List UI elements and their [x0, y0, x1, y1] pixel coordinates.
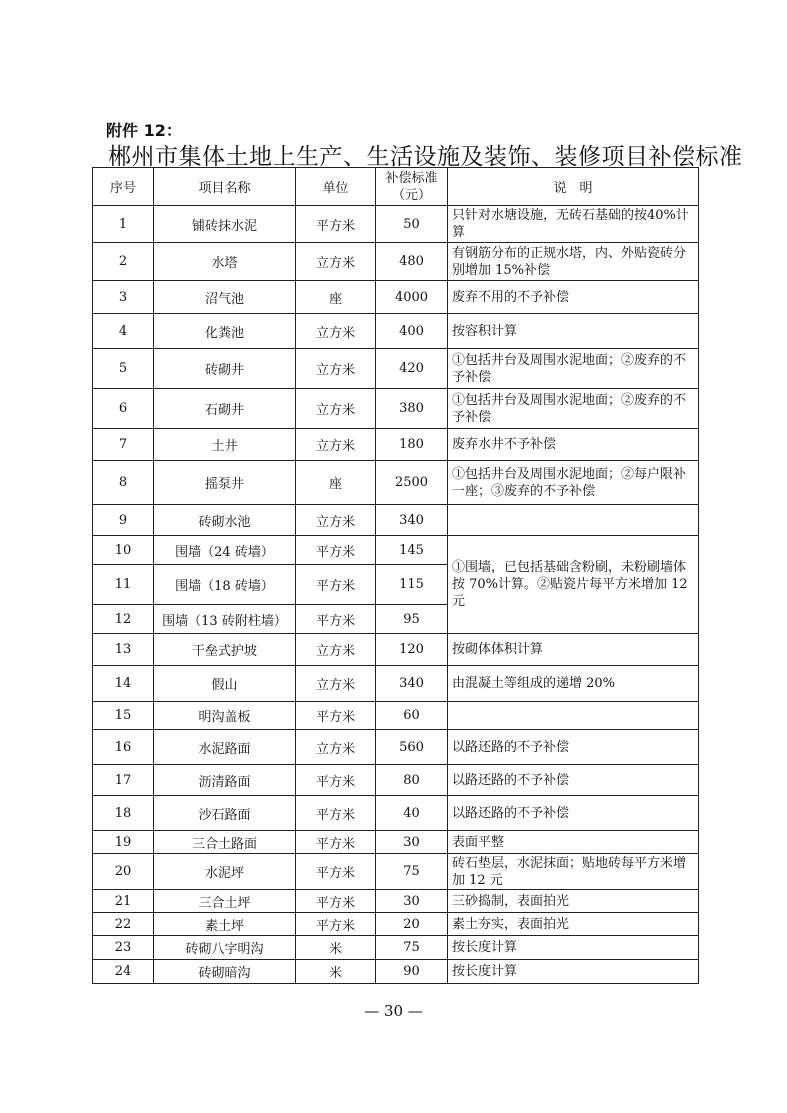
row-name: 三合土路面: [154, 831, 296, 854]
table-row: [93, 505, 699, 536]
row-no: 2: [93, 243, 154, 281]
table-row: [93, 314, 699, 349]
row-price: 340: [376, 666, 448, 702]
row-note: 由混凝土等组成的递增 20%: [448, 666, 699, 702]
row-price: 400: [376, 314, 448, 349]
row-note: 废弃不用的不予补偿: [448, 281, 699, 314]
row-note: 以路还路的不予补偿: [448, 730, 699, 765]
row-name: 围墙（24 砖墙）: [154, 536, 296, 565]
row-no: 22: [93, 913, 154, 936]
table-row: [93, 831, 699, 854]
row-price: 420: [376, 349, 448, 389]
header-price-line2: （元）: [391, 187, 431, 203]
row-name: 干垒式护坡: [154, 634, 296, 666]
row-name: 铺砖抹水泥: [154, 206, 296, 243]
header-name: 项目名称: [154, 168, 296, 206]
row-price: 340: [376, 505, 448, 536]
table-row: [93, 765, 699, 796]
row-note: 按长度计算: [448, 936, 699, 960]
row-unit: 立方米: [296, 389, 376, 429]
table-row: [93, 796, 699, 831]
row-price: 115: [376, 565, 448, 605]
row-no: 12: [93, 605, 154, 634]
row-no: 11: [93, 565, 154, 605]
row-unit: 立方米: [296, 429, 376, 461]
table-row: [93, 634, 699, 666]
row-note: 以路还路的不予补偿: [448, 765, 699, 796]
row-note: 三砂捣制，表面拍光: [448, 890, 699, 913]
row-unit: 平方米: [296, 890, 376, 913]
row-unit: 立方米: [296, 243, 376, 281]
row-no: 20: [93, 854, 154, 890]
table-row: [93, 666, 699, 702]
row-price: 120: [376, 634, 448, 666]
row-price: 75: [376, 936, 448, 960]
row-unit: 立方米: [296, 505, 376, 536]
row-name: 沙石路面: [154, 796, 296, 831]
row-name: 围墙（18 砖墙）: [154, 565, 296, 605]
header-unit: 单位: [296, 168, 376, 206]
row-note: 按砌体体积计算: [448, 634, 699, 666]
row-no: 1: [93, 206, 154, 243]
row-unit: 平方米: [296, 796, 376, 831]
row-name: 假山: [154, 666, 296, 702]
row-no: 16: [93, 730, 154, 765]
row-name: 围墙（13 砖附柱墙）: [154, 605, 296, 634]
table-row: [93, 281, 699, 314]
row-unit: 米: [296, 960, 376, 984]
row-price: 30: [376, 831, 448, 854]
row-note: 按长度计算: [448, 960, 699, 984]
row-no: 7: [93, 429, 154, 461]
row-note: [448, 702, 699, 730]
row-no: 9: [93, 505, 154, 536]
row-note: 表面平整: [448, 831, 699, 854]
row-name: 砖砌井: [154, 349, 296, 389]
table-row: [93, 461, 699, 505]
row-unit: 立方米: [296, 634, 376, 666]
table-row: [93, 206, 699, 243]
row-note: 只针对水塘设施，无砖石基础的按40%计算: [448, 206, 699, 243]
compensation-table: [92, 167, 699, 984]
header-price: [376, 168, 448, 206]
row-price: 95: [376, 605, 448, 634]
row-no: 6: [93, 389, 154, 429]
row-price: 180: [376, 429, 448, 461]
table-row: [93, 243, 699, 281]
row-unit: 立方米: [296, 730, 376, 765]
row-unit: 座: [296, 281, 376, 314]
document-title: 郴州市集体土地上生产、生活设施及装饰、装修项目补偿标准: [108, 144, 743, 170]
row-no: 8: [93, 461, 154, 505]
row-price: 145: [376, 536, 448, 565]
row-name: 明沟盖板: [154, 702, 296, 730]
row-price: 90: [376, 960, 448, 984]
table-row: [93, 429, 699, 461]
row-unit: 平方米: [296, 605, 376, 634]
row-no: 10: [93, 536, 154, 565]
row-name: 摇泵井: [154, 461, 296, 505]
row-unit: 座: [296, 461, 376, 505]
header-note: 说 明: [448, 168, 699, 206]
row-no: 24: [93, 960, 154, 984]
attachment-label: 附件 12：: [106, 121, 182, 140]
row-price: 50: [376, 206, 448, 243]
header-price-line1: 补偿标准: [385, 170, 438, 186]
row-no: 14: [93, 666, 154, 702]
row-name: 三合土坪: [154, 890, 296, 913]
row-price: 560: [376, 730, 448, 765]
table-row: [93, 960, 699, 984]
row-unit: 立方米: [296, 314, 376, 349]
row-price: 75: [376, 854, 448, 890]
table-row: [93, 730, 699, 765]
row-no: 23: [93, 936, 154, 960]
row-note: 以路还路的不予补偿: [448, 796, 699, 831]
row-name: 水塔: [154, 243, 296, 281]
row-note: ①包括井台及周围水泥地面；②废弃的不予补偿: [448, 349, 699, 389]
row-no: 21: [93, 890, 154, 913]
table-row: [93, 854, 699, 890]
row-name: 砖砌八字明沟: [154, 936, 296, 960]
row-name: 化粪池: [154, 314, 296, 349]
row-unit: 平方米: [296, 565, 376, 605]
row-no: 5: [93, 349, 154, 389]
table-row: [93, 890, 699, 913]
header-no: 序号: [93, 168, 154, 206]
table-row: [93, 913, 699, 936]
row-note: [448, 505, 699, 536]
row-unit: 立方米: [296, 349, 376, 389]
row-no: 19: [93, 831, 154, 854]
row-price: 380: [376, 389, 448, 429]
row-unit: 平方米: [296, 831, 376, 854]
row-unit: 平方米: [296, 854, 376, 890]
row-name: 素土坪: [154, 913, 296, 936]
row-price: 60: [376, 702, 448, 730]
page-number: — 30 —: [364, 1002, 423, 1020]
row-name: 水泥路面: [154, 730, 296, 765]
table-row: [93, 702, 699, 730]
row-unit: 平方米: [296, 702, 376, 730]
row-note: 有钢筋分布的正规水塔，内、外贴瓷砖分别增加 15%补偿: [448, 243, 699, 281]
row-name: 水泥坪: [154, 854, 296, 890]
row-name: 砖砌水池: [154, 505, 296, 536]
row-name: 沼气池: [154, 281, 296, 314]
row-price: 30: [376, 890, 448, 913]
row-price: 40: [376, 796, 448, 831]
row-price: 2500: [376, 461, 448, 505]
row-no: 17: [93, 765, 154, 796]
table-row: [93, 936, 699, 960]
table-row: [93, 349, 699, 389]
row-unit: 平方米: [296, 206, 376, 243]
merged-wall-note: ①围墙，已包括基础含粉刷，未粉刷墙体按 70%计算。②贴瓷片每平方米增加 12 元: [448, 536, 699, 634]
row-note: 素土夯实，表面拍光: [448, 913, 699, 936]
row-price: 4000: [376, 281, 448, 314]
row-note: 砖石垫层，水泥抹面；贴地砖每平方米增加 12 元: [448, 854, 699, 890]
row-unit: 平方米: [296, 536, 376, 565]
row-note: ①包括井台及周围水泥地面；②每户限补一座；③废弃的不予补偿: [448, 461, 699, 505]
row-no: 3: [93, 281, 154, 314]
table-header-row: [93, 168, 699, 206]
row-no: 15: [93, 702, 154, 730]
row-name: 土井: [154, 429, 296, 461]
row-name: 沥清路面: [154, 765, 296, 796]
row-no: 13: [93, 634, 154, 666]
row-unit: 米: [296, 936, 376, 960]
row-price: 480: [376, 243, 448, 281]
row-unit: 立方米: [296, 666, 376, 702]
row-note: 按容积计算: [448, 314, 699, 349]
row-note: ①包括井台及周围水泥地面；②废弃的不予补偿: [448, 389, 699, 429]
row-name: 砖砌暗沟: [154, 960, 296, 984]
row-name: 石砌井: [154, 389, 296, 429]
table-row: [93, 536, 699, 565]
row-no: 4: [93, 314, 154, 349]
row-unit: 平方米: [296, 765, 376, 796]
table-row: [93, 389, 699, 429]
row-no: 18: [93, 796, 154, 831]
row-note: 废弃水井不予补偿: [448, 429, 699, 461]
row-price: 20: [376, 913, 448, 936]
row-price: 80: [376, 765, 448, 796]
row-unit: 平方米: [296, 913, 376, 936]
